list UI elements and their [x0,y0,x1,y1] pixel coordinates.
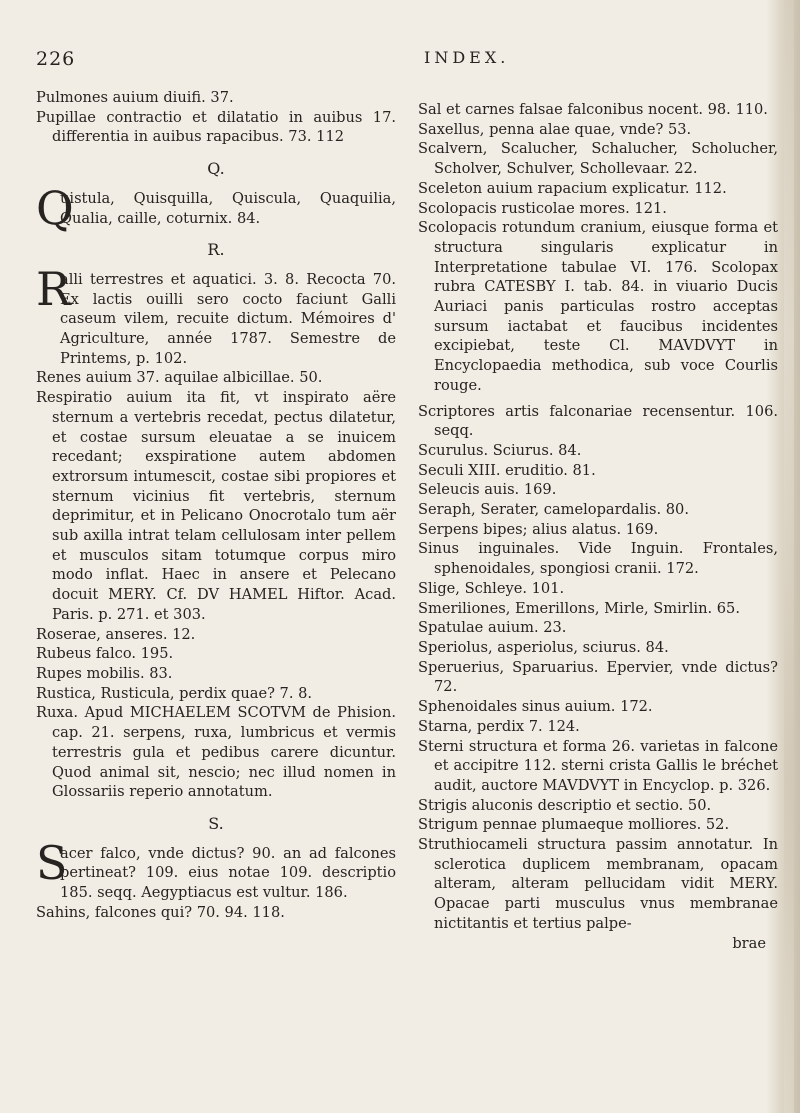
index-entry: Renes auium 37. aquilae albicillae. 50. [36,369,323,387]
entry-text: alli terrestres et aquatici. 3. 8. Recocta 70. Ex lactis ouilli sero cocto faciunt Galli caseum vilem, recuite dictum. Mémoires d' Agriculture, année 1787. Semestre de Printems, p. 102. [60,270,396,367]
section-heading-q: Q. [207,159,225,179]
catchword: brae [732,934,766,952]
index-entry: Scriptores artis falconariae recensentur. 106. seqq. [418,402,778,440]
entry-text: uistula, Quisquilla, Quiscula, Quaquilia, Qualia, caille, coturnix. 84. [60,189,396,227]
page-number: 226 [36,48,76,70]
index-entry: Smeriliones, Emerillons, Mirle, Smirlin. 65. [418,599,740,617]
index-entry: Scurulus. Sciurus. 84. [418,441,582,459]
dropcap-s: S [36,835,68,890]
index-entry: Sahins, falcones qui? 70. 94. 118. [36,903,285,921]
index-entry-dropcap [36,261,396,369]
index-entry: Speruerius, Sparuarius. Epervier, vnde dictus? 72. [418,658,778,696]
index-entry: Strigum pennae plumaeque molliores. 52. [418,816,730,834]
right-column [418,100,778,953]
index-entry: Rubeus falco. 195. [36,645,174,663]
section-heading-s: S. [208,813,224,833]
index-entry: Serpens bipes; alius alatus. 169. [418,520,659,538]
index-entry: Scolopacis rusticolae mores. 121. [418,199,667,217]
index-entry: Seculi XIII. eruditio. 81. [418,461,596,479]
index-entry: Rustica, Rusticula, perdix quae? 7. 8. [36,684,313,702]
entry-text: acer falco, vnde dictus? 90. an ad falcones pertineat? 109. eius notae 109. descriptio 185. seqq. Aegyptiacus est vultur. 186. [60,844,396,902]
index-entry: Sceleton auium rapacium explicatur. 112. [418,179,727,197]
index-entry: Struthiocameli structura passim annotatur. In sclerotica duplicem membranam, opacam alteram, alteram pellucidam vidit MERY. Opacae parti musculus vnus membranae nictitantis et tertius palpe- [418,836,778,932]
dropcap-r: R [36,261,71,316]
page-header [36,48,766,78]
index-entry: Pulmones auium diuifi. 37. [36,89,234,106]
index-entry: Sterni structura et forma 26. varietas in falcone et accipitre 112. sterni crista Gallis le bréchet audit, auctore MAVDVYT in Encyclop. p. 326. [418,737,778,794]
index-entry: Scalvern, Scalucher, Schalucher, Scholucher, Scholver, Schulver, Schollevaar. 22. [418,140,778,178]
index-entry: Roserae, anseres. 12. [36,625,196,643]
index-entry: Saxellus, penna alae quae, vnde? 53. [418,120,692,138]
index-entry: Sphenoidales sinus auium. 172. [418,698,653,716]
index-entry: Seleucis auis. 169. [418,481,557,499]
running-head: INDEX. [424,48,510,67]
dropcap-q: Q [36,180,74,235]
index-entry: Rupes mobilis. 83. [36,664,173,682]
index-entry: Spatulae auium. 23. [418,619,567,637]
index-entry: Sal et carnes falsae falconibus nocent. 98. 110. [418,101,768,118]
index-entry: Seraph, Serater, camelopardalis. 80. [418,501,689,519]
index-entry: Starna, perdix 7. 124. [418,717,580,735]
index-entry: Ruxa. Apud MICHAELEM SCOTVM de Phision. cap. 21. serpens, ruxa, lumbricus et vermis terrestris gula et pedibus carere dicuntur. Quod animal sit, nescio; nec illud nomen in Glossariis reperio annotatum. [36,704,396,801]
index-entry: Strigis aluconis descriptio et sectio. 50. [418,796,712,814]
index-entry: Slige, Schleye. 101. [418,579,565,597]
left-column [36,88,396,922]
index-entry-dropcap [36,835,396,903]
index-entry: Pupillae contractio et dilatatio in auibus 17. differentia in auibus rapacibus. 73. 112 [36,108,396,146]
section-heading-r: R. [207,240,225,260]
index-entry-dropcap [36,180,396,235]
index-entry: Scolopacis rotundum cranium, eiusque forma et structura singularis explicatur in Interpretatione tabulae VI. 176. Scolopax rubra CATESBY I. tab. 84. in viuario Ducis Auriaci panis particulas rostro acceptas sursum iactabat et faucibus incidentes excipiebat, teste Cl. MAVDVYT in Encyclopaedia methodica, sub voce Courlis rouge. [418,219,778,394]
index-entry: Speriolus, asperiolus, sciurus. 84. [418,638,669,656]
page-edge [784,0,794,1113]
index-entry: Respiratio auium ita fit, vt inspirato aëre sternum a vertebris recedat, pectus dilatetur, et costae sursum eleuatae a se inuicem recedant; exspiratione autem abdomen extrorsum intumescit, costae sibi propiores et sternum vicinius fit vertebris, sternum deprimitur, et in Pelicano Onocrotalo tum aër sub axilla intrat telam cellulosam inter pellem et musculos sitam totumque corpus miro modo inflat. Haec in ansere et Pelecano docuit MERY. Cf. DV HAMEL Hiftor. Acad. Paris. p. 271. et 303. [36,389,396,623]
index-entry: Sinus inguinales. Vide Inguin. Frontales, sphenoidales, spongiosi cranii. 172. [418,540,778,578]
